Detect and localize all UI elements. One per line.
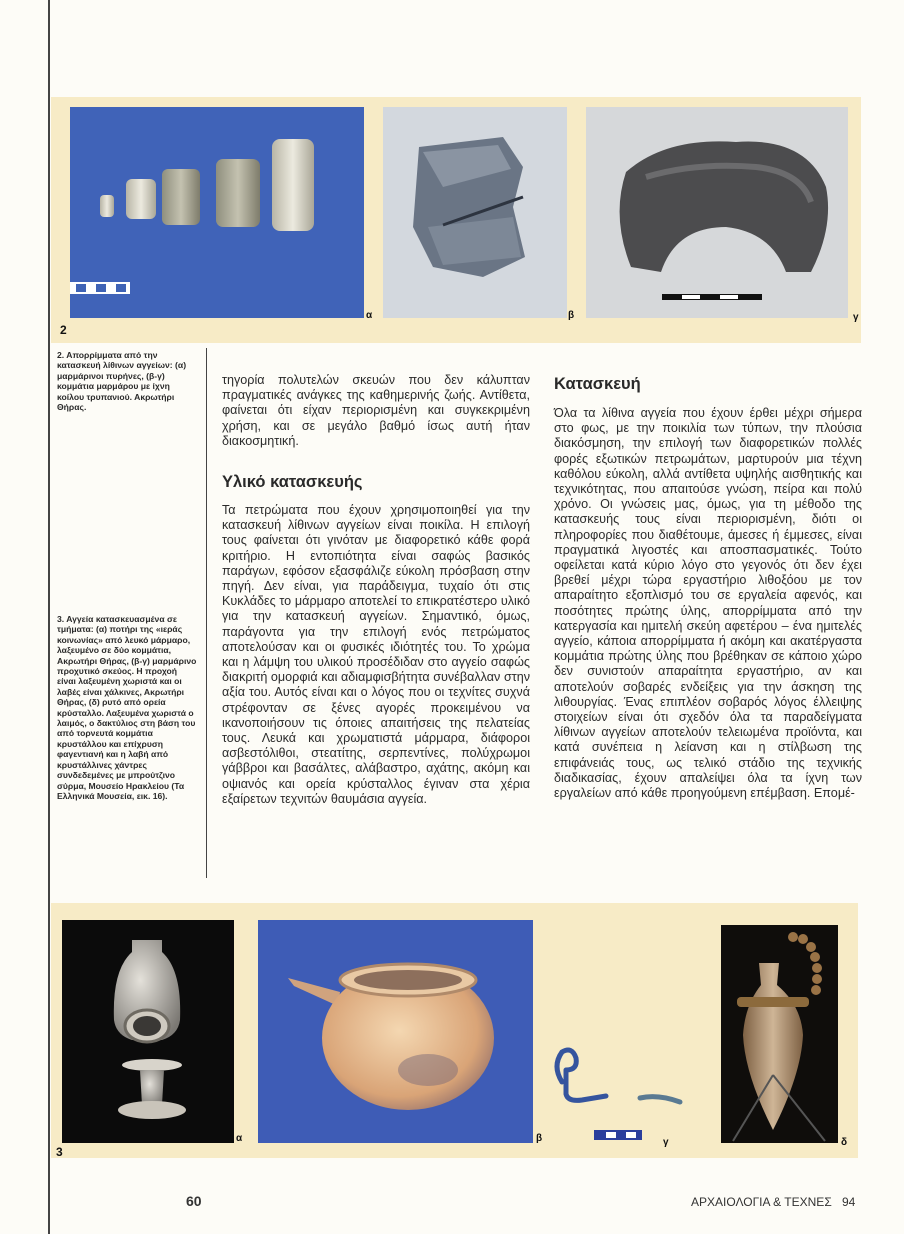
figure-2g-label: γ bbox=[853, 312, 859, 323]
figure-2-number: 2 bbox=[60, 323, 67, 337]
column-2-body bbox=[554, 406, 862, 801]
figure-2b-photo bbox=[383, 107, 567, 318]
column-1-intro bbox=[222, 373, 530, 449]
figure-3-number: 3 bbox=[56, 1145, 63, 1159]
figure-3g-label: γ bbox=[663, 1137, 669, 1148]
figure-3a-photo bbox=[62, 920, 234, 1143]
figure-2-caption: 2. Απορρίμματα από την κατασκευή λίθινων αγγείων: (α) μαρμάρινοι πυρήνες, (β-γ) κομμάτια μαρμάρου με ίχνη κοίλου τρυπανιού. Ακρωτήρι Θήρας. bbox=[57, 350, 187, 413]
journal-title: ΑΡΧΑΙΟΛΟΓΙΑ & ΤΕΧΝΕΣ bbox=[691, 1195, 832, 1209]
page-edge-rule bbox=[48, 0, 50, 1234]
heading-material: Υλικό κατασκευής bbox=[222, 473, 363, 491]
figure-3b-photo bbox=[258, 920, 533, 1143]
material-paragraph: Τα πετρώματα που έχουν χρησιμοποιηθεί για την κατασκευή λίθινων αγγείων είναι ποικίλα. Η επιλογή τους φαίνεται ότι γινόταν με διαφορετικό κάθε φορά κριτήριο. Η εντοπιότητα είναι σαφώς βασικός παράγων, εφόσον εξασφάλιζε εύκολη πρόσβαση στην πηγή. Δεν είναι, για παράδειγμα, τυχαίο ότι στις Κυκλάδες το μάρμαρο αποτελεί το επικρατέστερο υλικό για την κατασκευή αγγείων. Σημαντικό, όμως, παράγοντα για την επιλογή ενός πετρώματος αποτελούσαν και οι φυσικές ιδιότητές του. Το χρώμα και η λάμψη του υλικού προσέδιδαν στο αγγείο σαφώς διακριτή ομορφιά και αδιαμφισβήτητα συνέβαλλαν στην αξία του. Αυτός είναι και ο λόγος που οι τεχνίτες συχνά στρέφονταν σε ξένες αγορές προκειμένου να ικανοποιήσουν τις όποιες απαιτήσεις της πελατείας τους. Λευκά και χρωματιστά μάρμαρα, διάφοροι ασβεστόλιθοι, στεατίτης, σερπεντίνες, πολύχρωμοι γάββροι και βασάλτες, αλάβαστρο, αχάτης, ακόμη και οψιανός και ορεία κρύσταλλος έγιναν στα χέρια εξαίρετων τεχνιτών θαυμάσια αγγεία. bbox=[222, 503, 530, 806]
intro-paragraph: τηγορία πολυτελών σκευών που δεν κάλυπταν πραγματικές ανάγκες της καθημερινής ζωής. Αντίθετα, φαίνεται ότι είχαν περιορισμένη και συγκεκριμένη χρήση, και σε μεγάλο βαθμό ίσως αυτή ήταν διακοσμητική. bbox=[222, 373, 530, 448]
caption-column-rule bbox=[206, 348, 207, 878]
figure-3d-photo bbox=[721, 925, 838, 1143]
figure-3-caption: 3. Αγγεία κατασκευασμένα σε τμήματα: (α) ποτήρι της «ιεράς κοινωνίας» από λευκό μάρμαρο, λαξευμένο σε δύο κομμάτια, Ακρωτήρι Θήρας, (β-γ) μαρμάρινο προχυτικό σκεύος. Η προχοή είναι λαξευμένη χωριστά και οι λαβές είναι χάλκινες, Ακρωτήρι Θήρας, (δ) ρυτό από ορεία κρύσταλλο. Λαξευμένα χωριστά ο λαιμός, ο δακτύλιος στη βάση του από τορνευτά κομμάτια κρυστάλλου και επίχρυση φαγεντιανή και η λαβή από κρυστάλλινες χάντρες συνδεδεμένες με μπρούτζινο σύρμα, Μουσείο Ηρακλείου (Τα Ελληνικά Μουσεία, εικ. 16). bbox=[57, 614, 197, 801]
figure-3g-photo bbox=[548, 1036, 690, 1144]
page-number: 60 bbox=[186, 1193, 202, 1209]
figure-3d-label: δ bbox=[841, 1137, 848, 1148]
figure-2b-label: β bbox=[568, 310, 575, 321]
figure-2a-photo bbox=[70, 107, 364, 318]
column-1-body bbox=[222, 503, 530, 807]
figure-3b-label: β bbox=[536, 1133, 543, 1144]
construction-paragraph: Όλα τα λίθινα αγγεία που έχουν έρθει μέχρι σήμερα στο φως, με την ποικιλία των τύπων, την πλούσια διακόσμηση, την επιλογή των διαφορετικών πολλές φορές εξωτικών πετρωμάτων, μαρτυρούν μια τέχνη καθόλου εύκολη, αλλά αντίθετα υψηλής αισθητικής και τεχνικότητας, που απαιτούσε γνώση, πείρα και πολύ χρόνο. Οι γνώσεις μας, όμως, για τη μέθοδο της κατασκευής τους είναι περιορισμένη, διότι οι πληροφορίες που διαθέτουμε, άμεσες ή έμμεσες, είναι πραγματικά λιγοστές και αποσπασματικές. Τούτο οφείλεται κατά κύριο λόγο στο γεγονός ότι δεν έχει βρεθεί μέχρι τώρα εργαστήριο λιθοξόου με τον απαραίτητο εξοπλισμό του σε εργαλεία αφενός, και ποσότητες πρώτης ύλης, απορρίμματα από την κατεργασία και ημιτελή σκεύη αφετέρου – ένα ημιτελές αγγείο, κάποια απορρίμματα ή ακόμη και ακατέργαστα κομμάτια πρώτης ύλης που βρέθηκαν σε κάποιο χώρο δεν συνιστούν απαραίτητα εργαστήριο, αν και αποτελούν σοβαρές ενδείξεις για την άσκηση της λιθουργίας. Ένας επιπλέον σοβαρός λόγος έλλειψης στοιχείων είναι ότι σχεδόν όλα τα παραδείγματα λίθινων αγγείων αποτελούν τελειωμένα προϊόντα, και κατά συνέπεια η λείανση και η στίλβωση της επιφάνειάς τους, ως τελικό στάδιο της τεχνικής διαδικασίας, έχουν απαλείψει όλα τα ίχνη των εργαλείων από κάθε προηγούμενη επέμβαση. Επομέ- bbox=[554, 406, 862, 801]
figure-2a-label: α bbox=[366, 310, 373, 321]
figure-3a-label: α bbox=[236, 1133, 243, 1144]
figure-2g-photo bbox=[586, 107, 848, 318]
heading-construction: Κατασκευή bbox=[554, 375, 641, 393]
issue-number: 94 bbox=[842, 1195, 856, 1209]
